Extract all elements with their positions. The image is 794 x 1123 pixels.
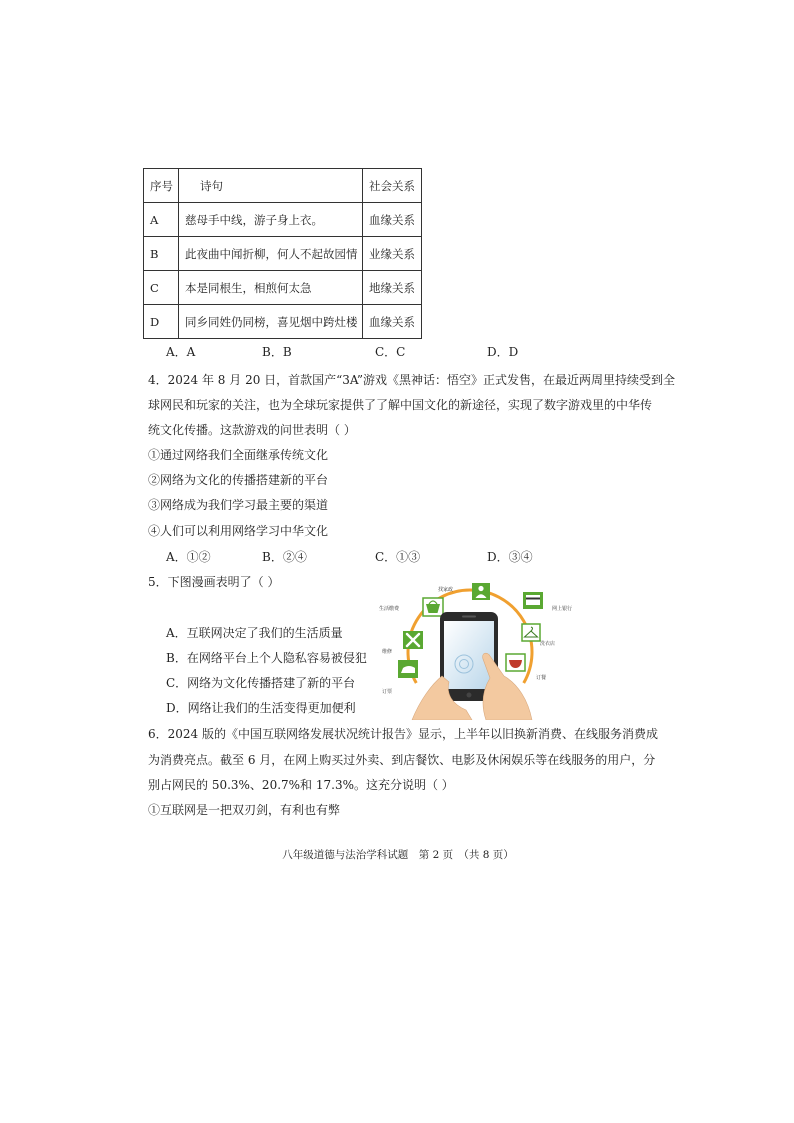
row-poem: 慈母手中线，游子身上衣。 [179,203,363,237]
q5-option-c: C．网络为文化传播搭建了新的平台 [166,676,356,690]
phone-services-comic [376,582,582,720]
q4-statement-2: ②网络为文化的传播搭建新的平台 [148,473,329,487]
q4-option-c: C．①③ [375,550,421,564]
phone-speaker [462,616,476,618]
q3-option-d: D．D [487,345,519,359]
q5-option-a: A．互联网决定了我们的生活质量 [166,626,343,640]
label-food: 订餐 [536,675,547,681]
row-relation: 血缘关系 [363,305,422,339]
page-footer: 八年级道德与法治学科试题 第 2 页 （共 8 页） [282,849,514,861]
card-shape-icon [526,595,540,605]
header-index: 序号 [144,169,179,203]
row-index: B [144,237,179,271]
q4-stem-line-3: 统文化传播。这款游戏的问世表明（ ） [148,423,356,437]
row-index: A [144,203,179,237]
row-relation: 血缘关系 [363,203,422,237]
q6-stem-line-3: 别占网民的 50.3%、20.7%和 17.3%。这充分说明（ ） [148,778,454,792]
poem-relation-table [143,168,422,339]
table-header-row [144,169,422,203]
q4-option-d: D．③④ [487,550,533,564]
q4-stem-line-2: 球网民和玩家的关注，也为全球玩家提供了了解中国文化的新途径，实现了数字游戏里的中华传 [148,398,653,412]
q3-option-c: C．C [375,345,406,359]
q5-stem: 5．下图漫画表明了（ ） [148,575,280,589]
row-relation: 地缘关系 [363,271,422,305]
q4-option-a: A．①② [166,550,211,564]
q6-stem-line-1: 6．2024 版的《中国互联网络发展状况统计报告》显示，上半年以旧换新消费、在线服务消费成 [148,727,658,741]
label-utilities: 生活缴费 [379,606,400,612]
row-relation: 业缘关系 [363,237,422,271]
q3-option-b: B．B [262,345,292,359]
row-poem: 本是同根生，相煎何太急 [179,271,363,305]
hanger-icon [522,624,540,641]
header-poem: 诗句 [179,169,363,203]
label-tickets: 订票 [382,689,393,695]
q6-statement-1: ①互联网是一把双刃剑，有利也有弊 [148,803,341,817]
table-row [144,237,422,271]
q4-statement-3: ③网络成为我们学习最主要的渠道 [148,498,329,512]
q3-option-a: A．A [166,345,196,359]
phone-home-button [467,693,472,698]
label-laundry: 洗衣店 [540,641,556,647]
row-index: C [144,271,179,305]
q5-option-d: D．网络让我们的生活变得更加便利 [166,701,356,715]
q4-statement-4: ④人们可以利用网络学习中华文化 [148,524,329,538]
header-relation: 社会关系 [363,169,422,203]
card-stripe-icon [526,598,540,600]
table-row [144,203,422,237]
table-row [144,305,422,339]
q6-stem-line-2: 为消费亮点。截至 6 月，在网上购买过外卖、到店餐饮、电影及休闲娱乐等在线服务的用户，分 [148,753,656,767]
person-head-icon [478,586,483,591]
label-housekeeping: 找家政 [438,587,454,593]
label-banking: 网上银行 [552,606,573,612]
table-row [144,271,422,305]
row-index: D [144,305,179,339]
label-repair: 维修 [382,649,393,655]
row-poem: 此夜曲中闻折柳，何人不起故园情 [179,237,363,271]
q4-statement-1: ①通过网络我们全面继承传统文化 [148,448,329,462]
q4-option-b: B．②④ [262,550,307,564]
q5-option-b: B．在网络平台上个人隐私容易被侵犯 [166,651,367,665]
q4-stem-line-1: 4．2024 年 8 月 20 日，首款国产“3A”游戏《黑神话：悟空》正式发售，在最近两周里持续受到全 [148,373,675,387]
row-poem: 同乡同姓仍同榜，喜见烟中跨灶楼 [179,305,363,339]
